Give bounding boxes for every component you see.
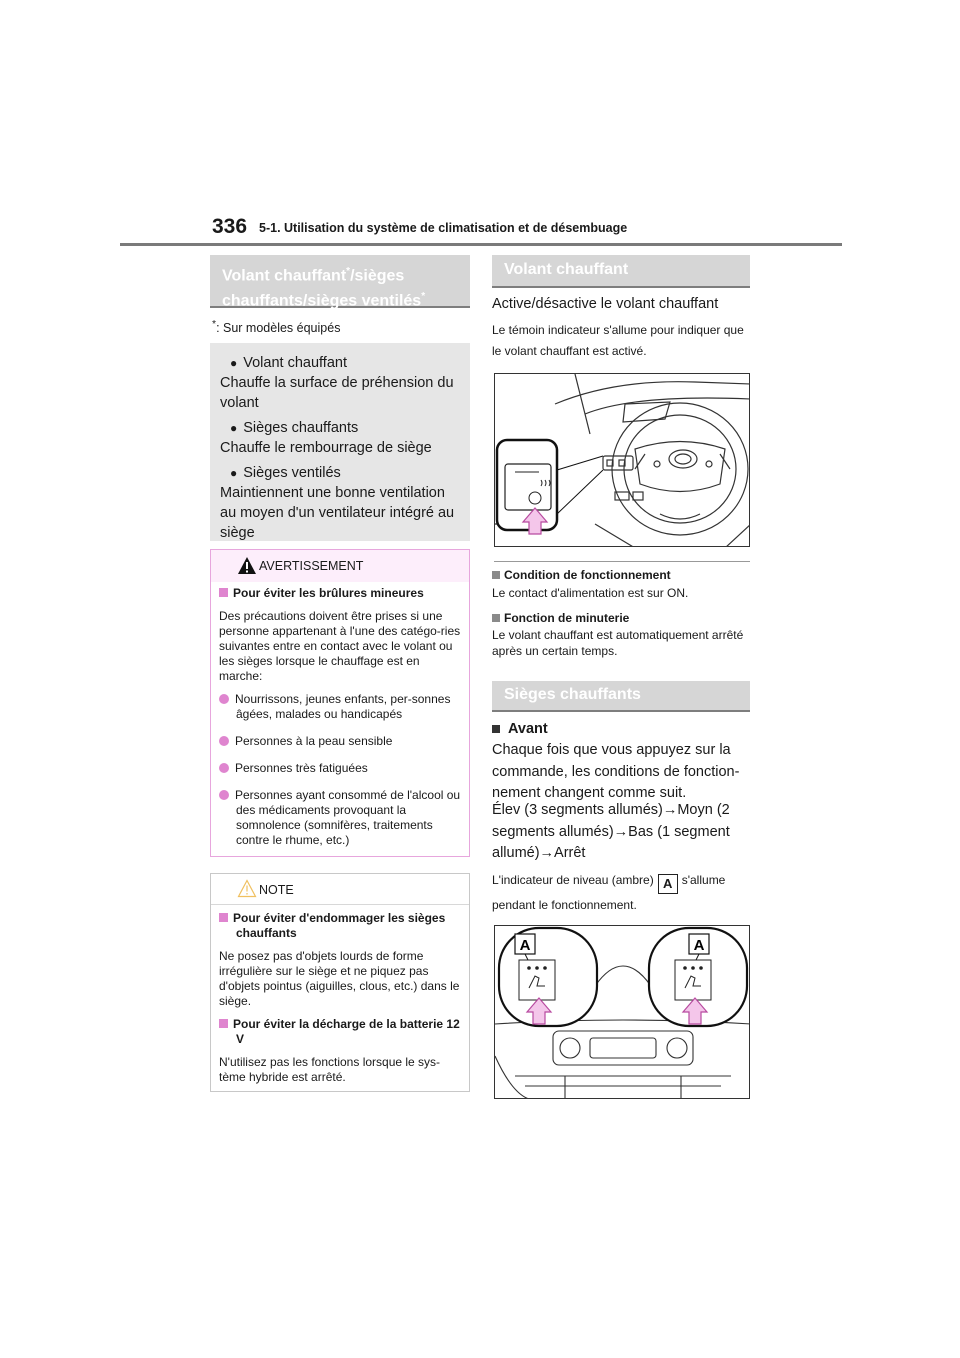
condition-text: Le contact d'alimentation est sur ON. (492, 586, 689, 600)
note-text: Ne posez pas d'objets lourds de forme irrégulière sur le siège et ne piquez pas d'objets pointus (aiguilles, clous, etc.) dans le siège. (219, 949, 460, 1008)
warning-item: Personnes à la peau sensible (219, 734, 461, 749)
warning-item: Personnes très fatiguées (219, 761, 461, 776)
warning-item: Personnes ayant consommé de l'alcool ou des médicaments provoquant la somnolence (somnifères, traitements contre le rhume, etc.) (219, 788, 461, 848)
feature-list (210, 343, 470, 541)
callout-label-left: A (519, 937, 531, 954)
steering-wheel-illustration (494, 373, 750, 547)
timer-title: Fonction de minuterie (492, 609, 750, 627)
wheel-intro: Active/désactive le volant chauffant (492, 296, 719, 312)
warning-title: AVERTISSEMENT (259, 559, 364, 573)
note-subhead: Pour éviter d'endommager les sièges chauffants (219, 911, 461, 941)
condition-title: Condition de fonctionnement (492, 566, 750, 584)
note-title: NOTE (259, 883, 294, 897)
section-heading-heated-features: Volant chauffant*/sièges chauffants/sièges ventilés* (210, 255, 470, 308)
feature-desc: Chauffe le rembourrage de siège (220, 440, 432, 456)
console-drawing (495, 926, 750, 1099)
note-text: N'utilisez pas les fonctions lorsque le sys-tème hybride est arrêté. (219, 1055, 441, 1084)
section-heading-heated-wheel: Volant chauffant (492, 255, 750, 288)
feature-title: ● Sièges chauffants (230, 420, 359, 436)
indicator-callout: A (658, 874, 678, 894)
note-box (210, 873, 470, 1092)
feature-title: ● Sièges ventilés (230, 465, 341, 481)
page-number: 336 (212, 215, 248, 238)
wheel-intro-note: Le témoin indicateur s'allume pour indiquer que le volant chauffant est activé. (492, 323, 744, 358)
feature-desc: Maintiennent une bonne ventilation au moyen d'un ventilateur intégré au siège (220, 485, 455, 541)
callout-label-right: A (693, 937, 705, 954)
front-title: Avant (492, 719, 750, 739)
chapter-title: 5-1. Utilisation du système de climatisation et de désembuage (259, 221, 628, 235)
feature-desc: Chauffe la surface de préhension du volant (220, 375, 454, 411)
warning-text: Des précautions doivent être prises si une personne appartenant à l'une des catégo-ries suivantes entre en contact avec le volant ou les sièges lorsque le chauffage est en marche: (219, 609, 461, 683)
steering-wheel-drawing (495, 374, 750, 547)
note-subhead: Pour éviter la décharge de la batterie 12 V (219, 1017, 461, 1047)
indicator-text: L'indicateur de niveau (ambre) A s'allume pendant le fonctionnement. (492, 873, 726, 912)
warning-subhead: Pour éviter les brûlures mineures (219, 586, 461, 601)
seat-heater-illustration (494, 925, 750, 1099)
warning-box (210, 549, 470, 857)
feature-title: ● Volant chauffant (230, 355, 347, 371)
timer-text: Le volant chauffant est automatiquement arrêté après un certain temps. (492, 628, 744, 658)
section-heading-heated-seats: Sièges chauffants (492, 681, 750, 712)
footnote: *: Sur modèles équipés (212, 319, 341, 336)
front-text: Chaque fois que vous appuyez sur la commande, les conditions de fonction-nement changent comme suit. (492, 742, 740, 801)
warning-triangle-icon (237, 556, 257, 575)
caution-triangle-icon (237, 879, 257, 898)
divider (494, 561, 750, 562)
warning-item: Nourrissons, jeunes enfants, per-sonnes âgées, malades ou handicapés (219, 692, 461, 722)
levels-text: Élev (3 segments allumés)→Moyn (2 segments allumés)→Bas (1 segment allumé)→Arrêt (492, 802, 730, 861)
header-rule (120, 243, 842, 246)
